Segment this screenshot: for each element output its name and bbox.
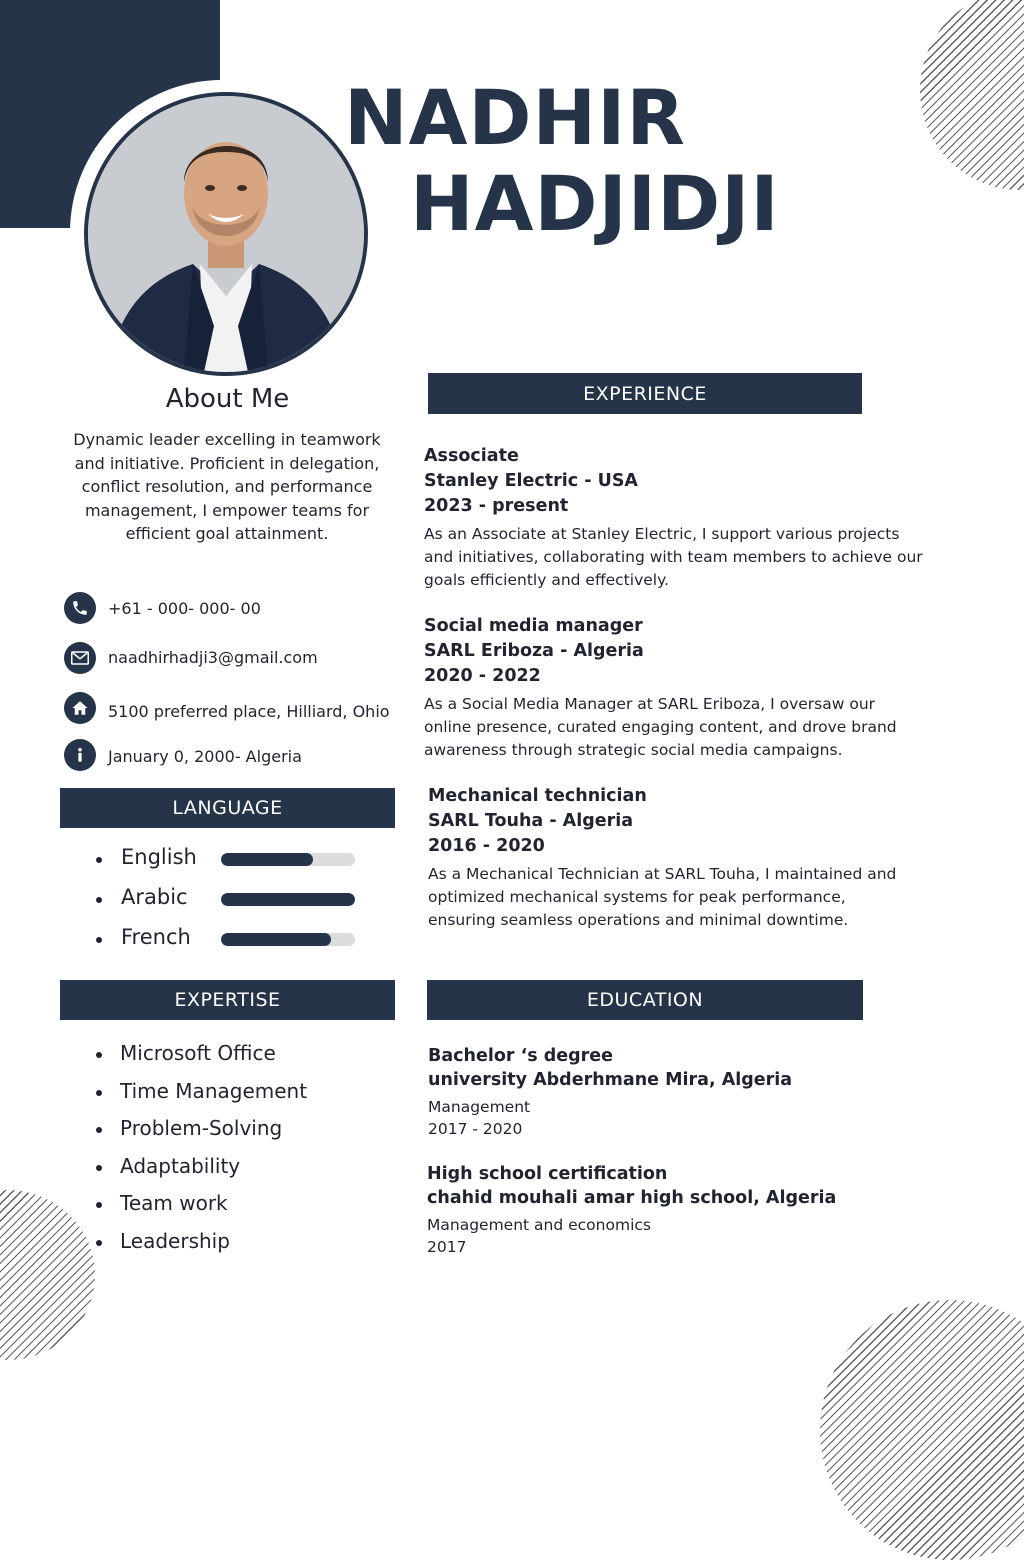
edu-degree: High school certification: [427, 1164, 668, 1184]
language-level-fill: [221, 893, 355, 906]
contact-email: [64, 642, 404, 676]
bullet: [96, 897, 102, 903]
language-item: [96, 885, 361, 915]
info-icon: [64, 739, 96, 771]
contact-address: [64, 692, 404, 726]
job-description: As a Social Media Manager at SARL Eriboza, I oversaw our online presence, curated engaging content, and drove brand awareness through strategic social media campaigns.: [424, 695, 897, 759]
contact-birth-text: January 0, 2000- Algeria: [108, 747, 302, 766]
bullet: [96, 1165, 102, 1171]
job-company: SARL Touha - Algeria: [428, 811, 634, 831]
edu-field: Management and economics: [427, 1216, 651, 1234]
language-level-track: [221, 933, 355, 946]
first-name: NADHIR: [344, 73, 686, 162]
bullet: [96, 1052, 102, 1058]
bullet: [96, 1127, 102, 1133]
expertise-label: Microsoft Office: [120, 1041, 276, 1065]
contact-address-text: 5100 preferred place, Hilliard, Ohio: [108, 702, 390, 721]
experience-item: [428, 784, 918, 932]
home-icon: [64, 692, 96, 724]
expertise-label: Team work: [120, 1191, 228, 1215]
experience-item: [424, 444, 924, 592]
expertise-label: Leadership: [120, 1229, 230, 1253]
contact-email-text: naadhirhadji3@gmail.com: [108, 648, 318, 667]
language-level-track: [221, 853, 355, 866]
edu-dates: 2017: [427, 1238, 467, 1256]
expertise-label: Problem-Solving: [120, 1116, 283, 1140]
bullet: [96, 1090, 102, 1096]
language-header: LANGUAGE: [60, 788, 395, 828]
job-role: Mechanical technician: [428, 786, 647, 806]
name-block-2: [410, 159, 780, 248]
experience-header: EXPERIENCE: [428, 373, 862, 414]
job-dates: 2016 - 2020: [428, 836, 545, 856]
hatch-circle-top-right: [920, 0, 1024, 190]
edu-field: Management: [428, 1098, 531, 1116]
language-label: Arabic: [121, 885, 188, 909]
job-dates: 2020 - 2022: [424, 666, 541, 686]
job-role: Associate: [424, 446, 519, 466]
education-item: [428, 1044, 848, 1140]
edu-school: chahid mouhali amar high school, Algeria: [427, 1188, 837, 1208]
language-item: [96, 845, 361, 875]
about-text: Dynamic leader excelling in teamwork and initiative. Proficient in delegation, conflict resolution, and performance management, I empower teams for efficient goal attainment.: [73, 430, 381, 543]
expertise-label: Time Management: [120, 1079, 308, 1103]
bullet: [96, 1202, 102, 1208]
job-role: Social media manager: [424, 616, 643, 636]
language-item: [96, 925, 361, 955]
expertise-header: EXPERTISE: [60, 980, 395, 1020]
bullet: [96, 937, 102, 943]
language-label: English: [121, 845, 197, 869]
job-company: SARL Eriboza - Algeria: [424, 641, 644, 661]
email-icon: [64, 642, 96, 674]
portrait-illustration: [88, 96, 364, 372]
about-title: About Me: [165, 384, 290, 414]
phone-icon: [64, 592, 96, 624]
language-label: French: [121, 925, 191, 949]
job-company: Stanley Electric - USA: [424, 471, 638, 491]
expertise-label: Adaptability: [120, 1154, 241, 1178]
bullet: [96, 857, 102, 863]
experience-item: [424, 614, 924, 762]
contact-phone: [64, 592, 404, 626]
contact-phone-text: +61 - 000- 000- 00: [108, 599, 261, 618]
education-header: EDUCATION: [427, 980, 863, 1020]
edu-school: university Abderhmane Mira, Algeria: [428, 1070, 793, 1090]
name-block: [344, 73, 686, 162]
contact-birth: [64, 739, 404, 773]
profile-photo: [84, 92, 368, 376]
job-description: As an Associate at Stanley Electric, I support various projects and initiatives, collaborating with team members to achieve our goals efficiently and effectively.: [424, 525, 923, 589]
language-level-fill: [221, 933, 331, 946]
hatch-circle-left: [0, 1190, 95, 1360]
edu-degree: Bachelor ‘s degree: [428, 1046, 614, 1066]
language-level-track: [221, 893, 355, 906]
edu-dates: 2017 - 2020: [428, 1120, 523, 1138]
job-description: As a Mechanical Technician at SARL Touha, I maintained and optimized mechanical systems for peak performance, ensuring seamless operations and minimal downtime.: [428, 865, 897, 929]
language-level-fill: [221, 853, 313, 866]
bullet: [96, 1240, 102, 1246]
last-name: HADJIDJI: [410, 159, 780, 248]
education-item: [427, 1162, 867, 1258]
job-dates: 2023 - present: [424, 496, 569, 516]
hatch-circle-bottom-right: [820, 1300, 1024, 1560]
